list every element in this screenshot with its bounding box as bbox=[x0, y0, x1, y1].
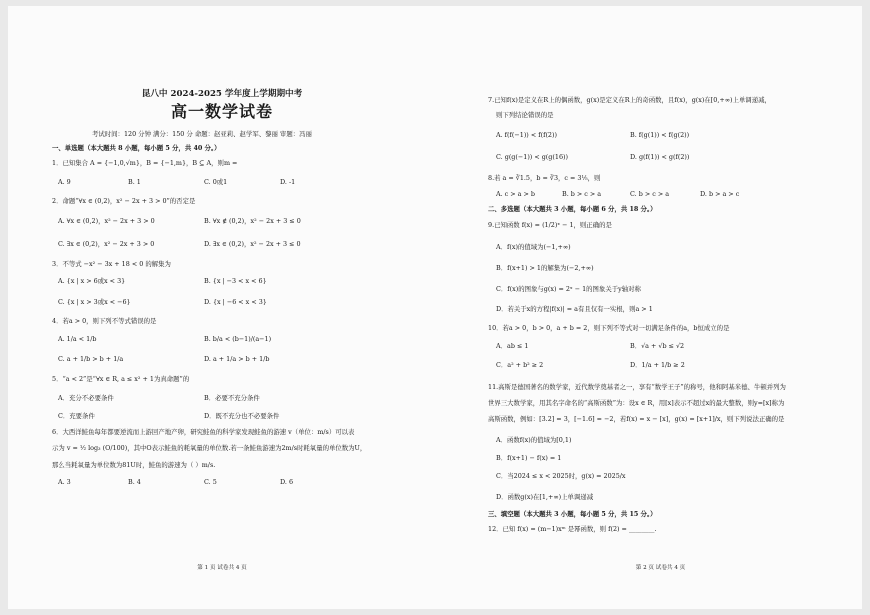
q8-option-b: B. b > c > a bbox=[562, 190, 602, 198]
question-5: 5．“a < 2”是“∀x ∈ R, a ≤ x² + 1为真命题”的 bbox=[52, 375, 190, 383]
q4-option-a: A. 1/a < 1/b bbox=[58, 335, 97, 343]
exam-title: 高一数学试卷 bbox=[170, 102, 273, 121]
q8-option-a: A. c > a > b bbox=[496, 190, 535, 198]
q5-option-a: A．充分不必要条件 bbox=[58, 394, 114, 402]
school-title: 昆八中 2024-2025 学年度上学期期中考 bbox=[141, 89, 303, 99]
q6-option-a: A. 3 bbox=[58, 478, 71, 486]
q3-option-d: D. {x | −6 < x < 3} bbox=[204, 298, 267, 306]
q4-option-c: C. a + 1/b > b + 1/a bbox=[58, 355, 124, 363]
section-1-heading: 一、单选题（本大题共 8 小题，每小题 5 分，共 40 分。） bbox=[52, 144, 221, 152]
question-12: 12．已知 f(x) = (m−1)xᵐ 是幂函数，则 f(2) = ________. bbox=[488, 525, 657, 533]
q5-option-d: D．既不充分也不必要条件 bbox=[204, 412, 280, 420]
q7-option-d: D. g(f(1)) < g(f(2)) bbox=[630, 153, 690, 161]
question-2: 2．命题“∀x ∈ (0,2)，x² − 2x + 3 > 0”的否定是 bbox=[52, 197, 196, 205]
page-2-footer: 第 2 页 试卷共 4 页 bbox=[635, 565, 686, 571]
q9-option-c: C．f(x)的图象与g(x) = 2ˣ − 1的图象关于y轴对称 bbox=[496, 285, 641, 293]
question-6-line-3: 那么当耗氧量为单位数为81U时，鲑鱼的游速为（ ）m/s. bbox=[52, 461, 216, 469]
q11-option-a: A．函数f(x)的值域为[0,1) bbox=[496, 436, 572, 444]
question-8: 8.若 a = ∛1.5，b = ∛3，c = 3⅕，则 bbox=[488, 174, 601, 182]
q6-option-b: B. 4 bbox=[128, 478, 141, 486]
q2-option-c: C. ∃x ∈ (0,2)，x² − 2x + 3 > 0 bbox=[58, 240, 155, 248]
q1-option-a: A. 9 bbox=[58, 178, 71, 186]
q3-option-b: B. {x | −3 < x < 6} bbox=[204, 277, 267, 285]
q1-option-b: B. 1 bbox=[128, 178, 141, 186]
question-7-line-2: 则下列结论错误的是 bbox=[496, 111, 554, 119]
question-10: 10．若a > 0，b > 0，a + b = 2，则下列不等式对一切满足条件的a，b恒成立的是 bbox=[488, 324, 730, 332]
q5-option-b: B．必要不充分条件 bbox=[204, 394, 260, 402]
question-3: 3．不等式 −x² − 3x + 18 < 0 的解集为 bbox=[52, 260, 171, 268]
q6-option-d: D. 6 bbox=[280, 478, 294, 486]
q8-option-c: C. b > c > a bbox=[630, 190, 670, 198]
q11-option-c: C．当2024 ≤ x < 2025时，g(x) = 2025/x bbox=[496, 472, 626, 480]
exam-info: 考试时间：120 分钟 满分：150 分 命题：赵亚莉、赵学军、黎丽 审题：冯丽 bbox=[92, 130, 312, 138]
q7-option-c: C. g(g(−1)) < g(g(16)) bbox=[496, 153, 569, 161]
question-11-line-1: 11.高斯是德国著名的数学家，近代数学奠基者之一，享有“数学王子”的称号，他和阿基米德、牛顿并列为 bbox=[488, 383, 786, 391]
section-3-heading: 三、填空题（本大题共 3 小题，每小题 5 分，共 15 分。） bbox=[488, 510, 657, 518]
question-4: 4．若a > 0，则下列不等式错误的是 bbox=[52, 317, 157, 325]
q11-option-b: B．f(x+1) − f(x) = 1 bbox=[496, 454, 562, 462]
q10-option-c: C．a² + b² ≥ 2 bbox=[496, 361, 544, 369]
q2-option-b: B. ∀x ∉ (0,2)，x² − 2x + 3 ≤ 0 bbox=[204, 217, 301, 225]
q4-option-b: B. b/a < (b−1)/(a−1) bbox=[204, 335, 272, 343]
q10-option-a: A．ab ≤ 1 bbox=[496, 342, 529, 350]
q11-option-d: D．函数g(x)在[1,+∞)上单调递减 bbox=[496, 493, 594, 501]
q7-option-a: A. f(f(−1)) < f(f(2)) bbox=[496, 131, 557, 139]
question-6-line-2: 示为 v = ½ log₃ (O/100)，其中O表示鲑鱼的耗氧量的单位数.若一条鲑鱼游速为2m/s时耗氧量的单位数为U， bbox=[52, 444, 367, 452]
exam-sheet bbox=[8, 6, 862, 609]
page-1-footer: 第 1 页 试卷共 4 页 bbox=[197, 565, 247, 571]
question-9: 9.已知函数 f(x) = (1/2)ˣ − 1，则正确的是 bbox=[488, 221, 612, 229]
q9-option-b: B．f(x+1) > 1的解集为(−2,+∞) bbox=[496, 264, 594, 272]
q3-option-a: A. {x | x > 6或x < 3} bbox=[58, 277, 126, 285]
q3-option-c: C. {x | x > 3或x < −6} bbox=[58, 298, 131, 306]
question-11-line-2: 世界三大数学家，用其名字命名的“高斯函数”为：设x ∈ R，用[x]表示不超过x的最大整数，则y=[x]称为 bbox=[488, 399, 785, 407]
q6-option-c: C. 5 bbox=[204, 478, 217, 486]
q9-option-a: A．f(x)的值域为(−1,+∞) bbox=[496, 243, 571, 251]
question-6-line-1: 6．大西洋鲑鱼每年都要逆流而上游回产地产卵，研究鲑鱼的科学家发现鲑鱼的游速 v（单位：m/s）可以表 bbox=[52, 428, 355, 436]
question-1: 1．已知集合 A = {−1,0,√m}，B = {−1,m}，B ⊆ A，则m = bbox=[52, 159, 238, 167]
q10-option-b: B．√a + √b ≤ √2 bbox=[630, 342, 685, 350]
q10-option-d: D．1/a + 1/b ≥ 2 bbox=[630, 361, 685, 369]
q2-option-d: D. ∃x ∈ (0,2)，x² − 2x + 3 ≤ 0 bbox=[204, 240, 301, 248]
q4-option-d: D. a + 1/a > b + 1/b bbox=[204, 355, 270, 363]
question-11-line-3: 高斯函数，例如：[3.2] = 3，[−1.6] = −2，若f(x) = x − [x]，g(x) = [x+1]/x，则下列说法正确的是 bbox=[488, 415, 785, 423]
q2-option-a: A. ∀x ∈ (0,2)，x² − 2x + 3 > 0 bbox=[58, 217, 155, 225]
q9-option-d: D．若关于x的方程|f(x)| = a有且仅有一实根，则a > 1 bbox=[496, 305, 653, 313]
q1-option-c: C. 0或1 bbox=[204, 178, 228, 186]
q1-option-d: D. -1 bbox=[280, 178, 296, 186]
q8-option-d: D. b > a > c bbox=[700, 190, 740, 198]
q7-option-b: B. f(g(1)) < f(g(2)) bbox=[630, 131, 690, 139]
q5-option-c: C．充要条件 bbox=[58, 412, 95, 420]
question-7-line-1: 7.已知f(x)是定义在R上的偶函数，g(x)是定义在R上的奇函数，且f(x)，g(x)在[0,+∞)上单调递减， bbox=[488, 96, 771, 104]
section-2-heading: 二、多选题（本大题共 3 小题，每小题 6 分，共 18 分。） bbox=[488, 205, 657, 213]
